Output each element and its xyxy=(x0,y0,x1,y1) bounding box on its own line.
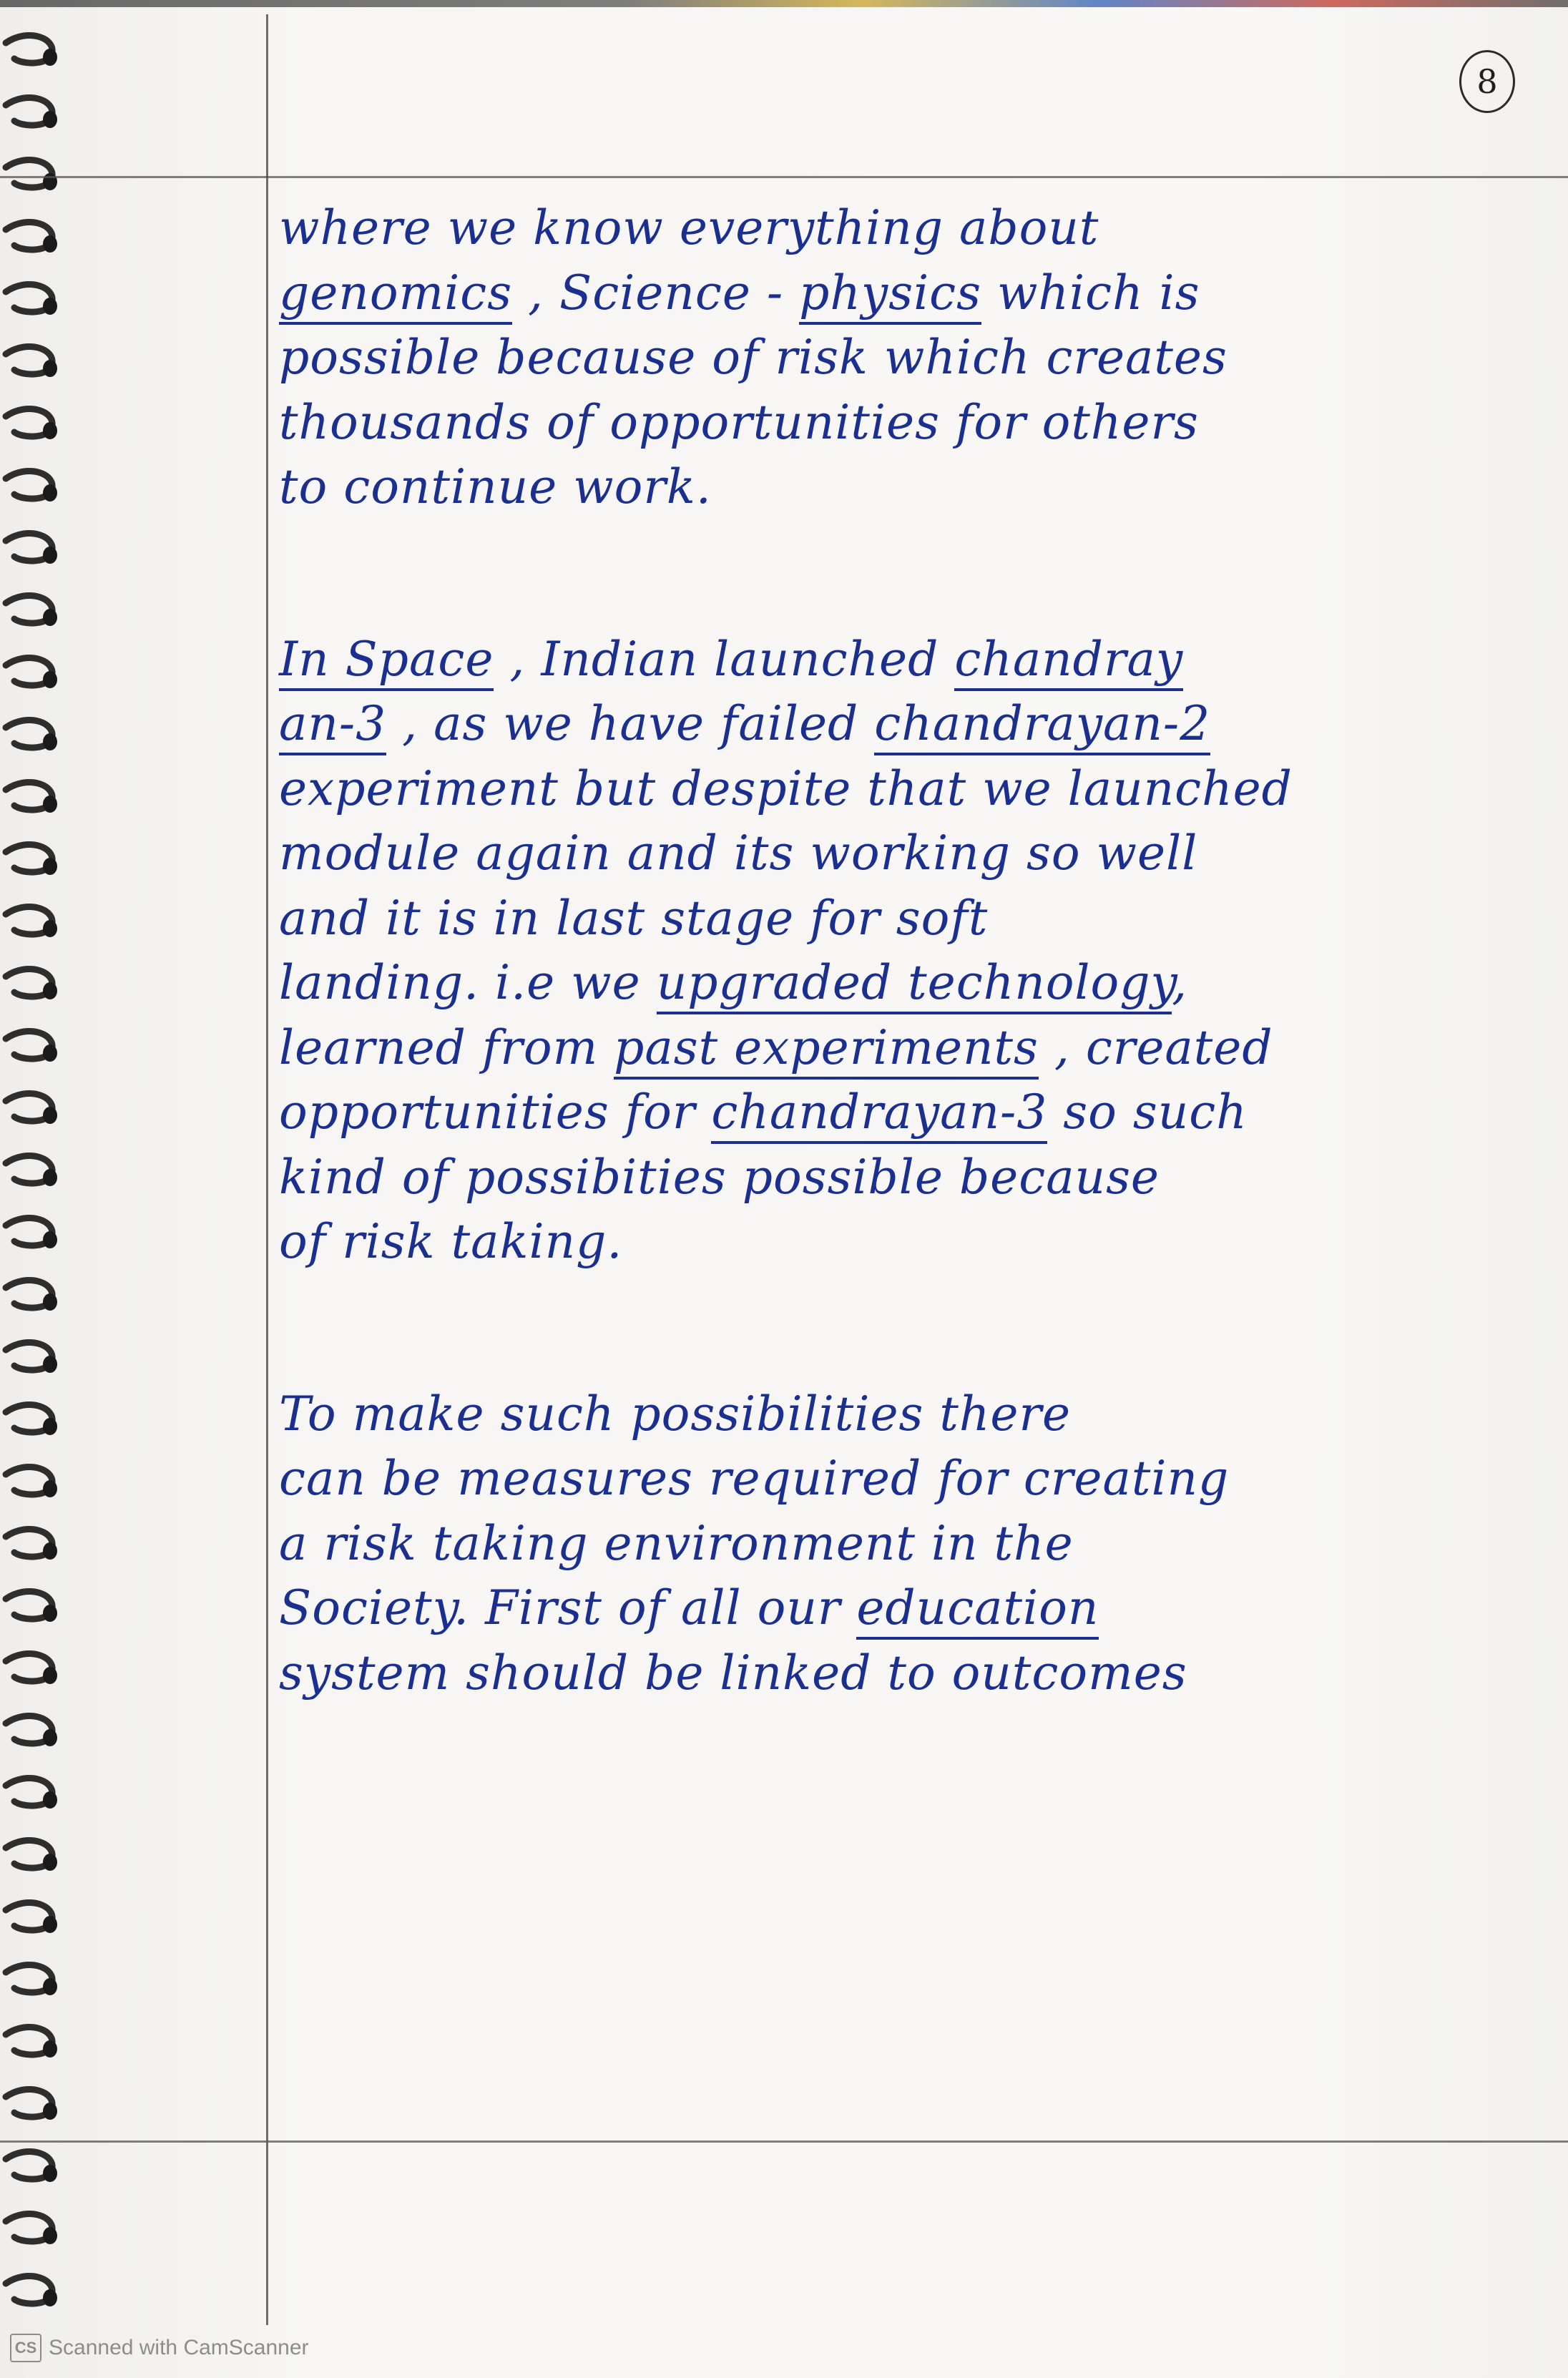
spiral-hole xyxy=(43,1854,57,1871)
spiral-hole xyxy=(43,1418,57,1435)
spiral-hole xyxy=(43,733,57,750)
spiral-hole xyxy=(43,671,57,688)
text-segment: a risk taking environment in the xyxy=(279,1515,1074,1571)
spiral-hole xyxy=(43,609,57,626)
spiral-hole xyxy=(43,1542,57,1560)
text-line xyxy=(279,826,1197,881)
spiral-hole xyxy=(43,360,57,377)
underlined-term: genomics xyxy=(279,265,512,325)
spiral-hole xyxy=(43,1044,57,1062)
underlined-term: physics xyxy=(799,265,981,325)
spiral-hole xyxy=(43,2289,57,2306)
spiral-hole xyxy=(43,920,57,937)
text-segment: , created xyxy=(1038,1019,1273,1075)
margin-line xyxy=(266,14,268,2325)
spiral-hole xyxy=(43,1791,57,1809)
text-line xyxy=(279,395,1199,450)
text-segment: can be measures required for creating xyxy=(279,1451,1230,1506)
underlined-term: chandrayan-2 xyxy=(874,696,1210,755)
spiral-hole xyxy=(43,1480,57,1497)
text-segment: which is xyxy=(981,265,1200,321)
top-rule-line xyxy=(0,176,1568,178)
underlined-term: In Space xyxy=(279,632,494,691)
spiral-hole xyxy=(43,1978,57,1995)
top-edge-strip xyxy=(0,0,1568,7)
spiral-hole xyxy=(43,1356,57,1373)
text-line xyxy=(279,1516,1074,1571)
underlined-term: chandrayan-3 xyxy=(711,1085,1047,1144)
underlined-term: an-3 xyxy=(279,696,386,755)
text-segment: experiment but despite that we launched xyxy=(279,760,1293,816)
underlined-term: past experiments xyxy=(614,1020,1039,1080)
text-segment: to continue work. xyxy=(279,459,712,514)
page-number: 8 xyxy=(1459,50,1515,113)
underlined-term: upgraded technology xyxy=(657,955,1172,1014)
spiral-hole xyxy=(43,547,57,564)
spiral-binding xyxy=(0,0,79,2378)
text-segment: module again and its working so well xyxy=(279,826,1198,881)
text-line xyxy=(279,1645,1187,1701)
text-segment: kind of possibities possible because xyxy=(279,1149,1160,1205)
text-segment: To make such possibilities there xyxy=(279,1386,1072,1442)
spiral-hole xyxy=(43,235,57,253)
text-line xyxy=(279,459,712,514)
spiral-hole xyxy=(43,2165,57,2182)
text-segment: , Science - xyxy=(512,265,800,321)
spiral-hole xyxy=(43,111,57,128)
spiral-hole xyxy=(43,796,57,813)
text-line xyxy=(279,1085,1248,1140)
text-segment: , Indian launched xyxy=(494,631,955,687)
text-segment: opportunities for xyxy=(279,1085,712,1140)
text-segment: so such xyxy=(1047,1085,1248,1140)
text-segment: , as we have failed xyxy=(386,696,875,751)
text-segment: and it is in last stage for soft xyxy=(279,890,989,946)
spiral-hole xyxy=(43,1231,57,1248)
spiral-hole xyxy=(43,2227,57,2244)
text-segment: where we know everything about xyxy=(279,200,1099,255)
text-segment: of risk taking. xyxy=(279,1214,623,1269)
underlined-term: chandray xyxy=(954,632,1183,691)
text-segment: Society. First of all our xyxy=(279,1580,857,1635)
camscanner-footer xyxy=(10,2334,309,2362)
spiral-hole xyxy=(43,1107,57,1124)
text-line xyxy=(279,1214,622,1269)
underlined-term: education xyxy=(856,1580,1099,1640)
text-line xyxy=(279,1580,1099,1635)
spiral-hole xyxy=(43,2103,57,2120)
text-line xyxy=(279,1020,1273,1075)
text-line xyxy=(279,955,1187,1010)
text-segment: learned from xyxy=(279,1019,614,1075)
text-line xyxy=(279,1386,1071,1442)
text-line xyxy=(279,330,1228,385)
spiral-hole xyxy=(43,2040,57,2057)
text-line xyxy=(279,200,1099,255)
spiral-hole xyxy=(43,1916,57,1933)
spiral-hole xyxy=(43,982,57,999)
spiral-hole xyxy=(43,49,57,66)
text-line xyxy=(279,891,988,946)
spiral-hole xyxy=(43,1729,57,1746)
spiral-hole xyxy=(43,858,57,875)
spiral-hole xyxy=(43,1667,57,1684)
text-segment: , xyxy=(1172,955,1188,1010)
text-line xyxy=(279,632,1183,687)
spiral-hole xyxy=(43,298,57,315)
text-segment: thousands of opportunities for others xyxy=(279,394,1199,450)
text-line xyxy=(279,761,1293,816)
text-segment: system should be linked to outcomes xyxy=(279,1645,1187,1701)
spiral-hole xyxy=(43,1605,57,1622)
spiral-hole xyxy=(43,1169,57,1186)
spiral-hole xyxy=(43,484,57,501)
spiral-hole xyxy=(43,422,57,439)
text-segment: landing. i.e we xyxy=(279,955,657,1010)
bottom-rule-line xyxy=(0,2140,1568,2143)
text-segment: possible because of risk which creates xyxy=(279,330,1228,385)
spiral-hole xyxy=(43,1293,57,1311)
text-line xyxy=(279,696,1210,751)
text-line xyxy=(279,265,1200,321)
text-line xyxy=(279,1150,1160,1205)
camscanner-logo: CS xyxy=(10,2334,41,2362)
text-line xyxy=(279,1451,1229,1506)
footer-text: Scanned with CamScanner xyxy=(49,2336,309,2359)
